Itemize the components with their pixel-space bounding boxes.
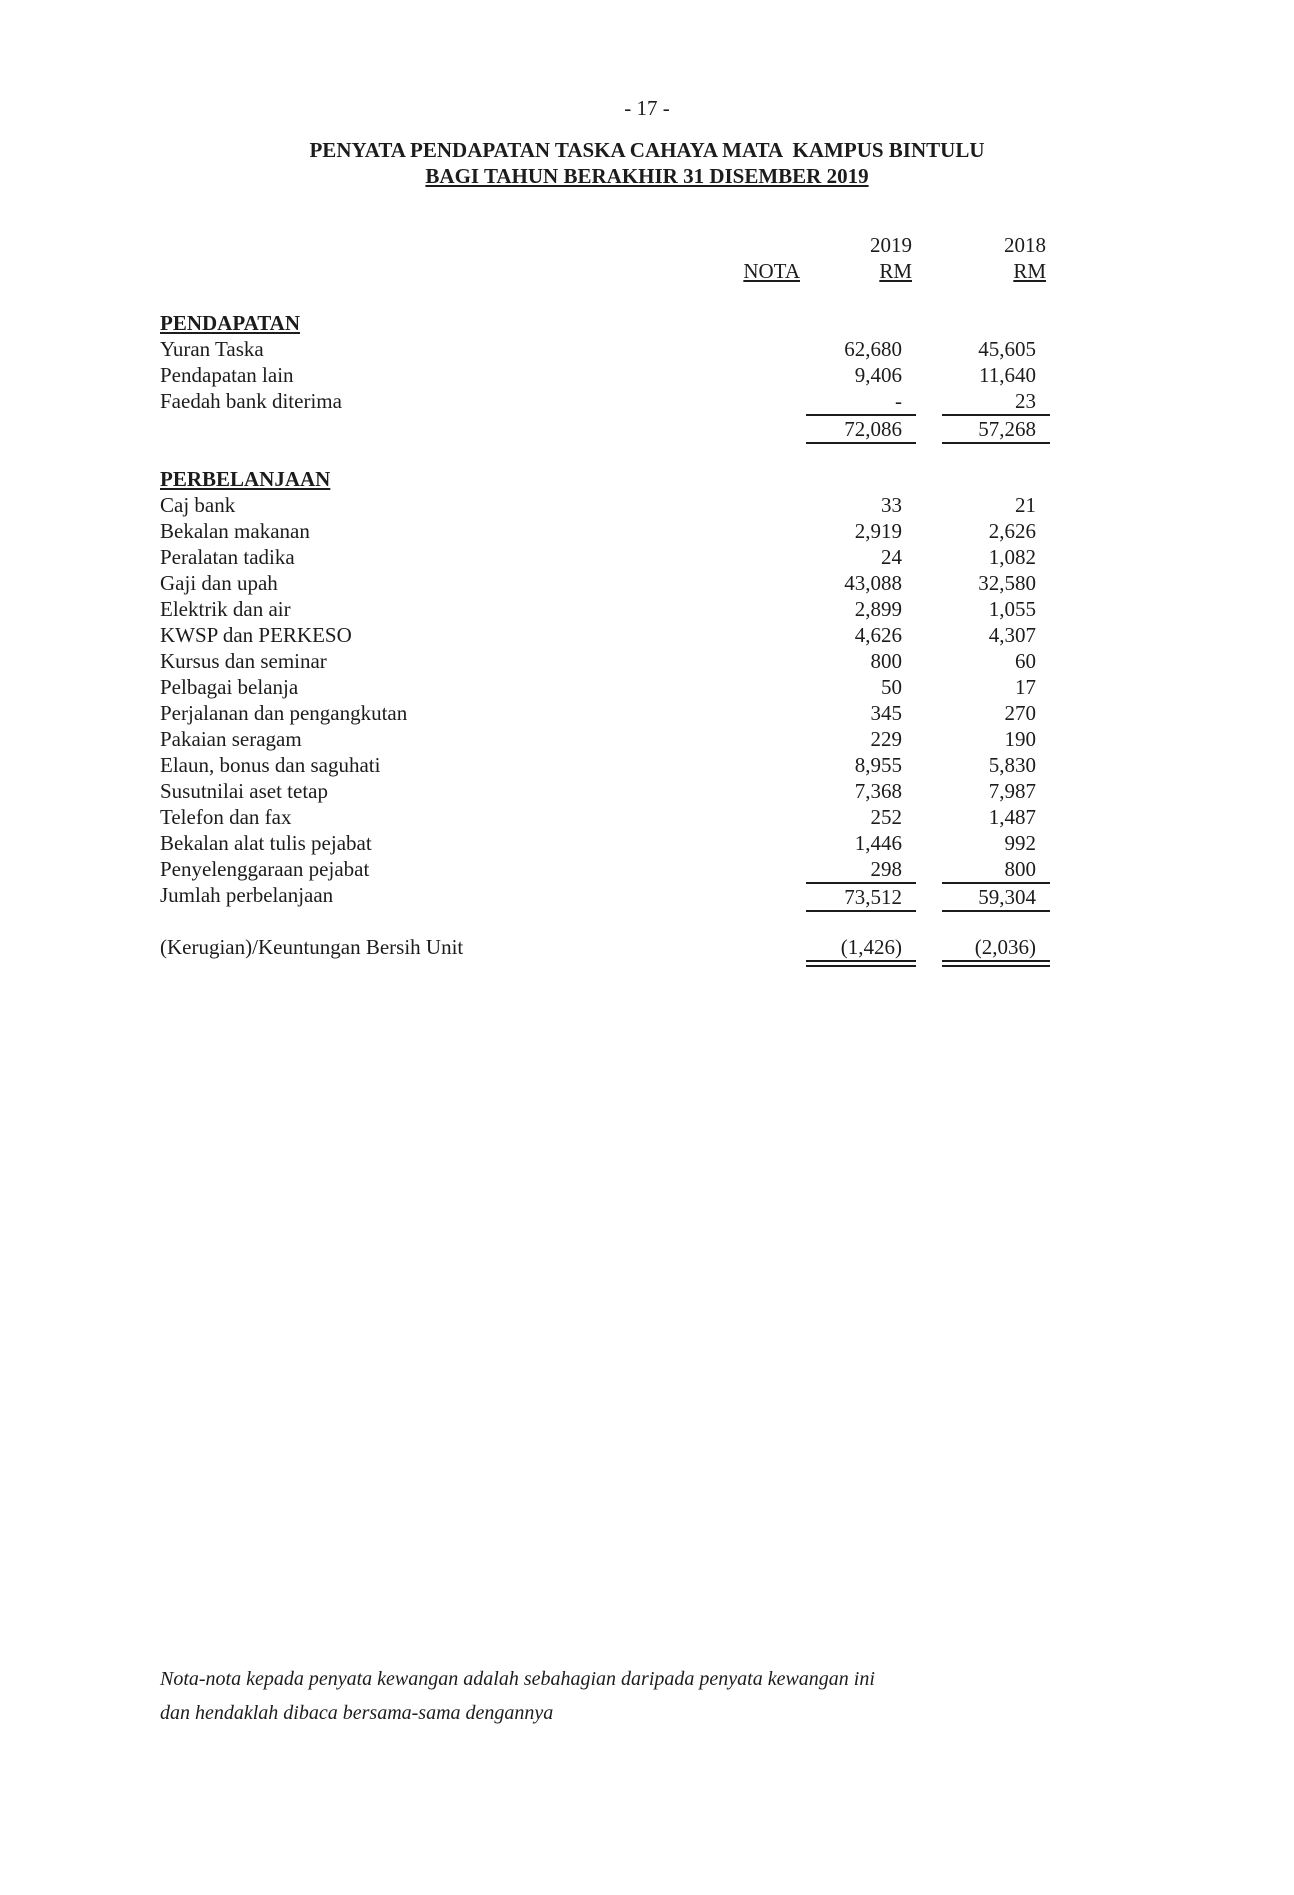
- income-total-row: [160, 414, 1050, 440]
- value-2018: 32,580: [978, 571, 1036, 595]
- value-2018: 21: [1015, 493, 1036, 517]
- value-2019: 2,899: [854, 597, 902, 621]
- value-2018: 7,987: [988, 779, 1036, 803]
- value-2019: 33: [881, 493, 902, 517]
- expenses-total-2018: 59,304: [942, 882, 1050, 912]
- value-2018: 17: [1015, 675, 1036, 699]
- expenses-total-label: Jumlah perbelanjaan: [160, 883, 334, 907]
- value-2019: -: [895, 389, 902, 413]
- value-2018: 1,487: [988, 805, 1036, 829]
- value-2018: 1,082: [988, 545, 1036, 569]
- table-row: [160, 570, 1050, 596]
- value-2018: 800: [1004, 857, 1036, 881]
- value-2019: 298: [870, 857, 902, 881]
- table-row: [160, 726, 1050, 752]
- value-2019: 24: [881, 545, 902, 569]
- column-header-rm-2019: RM: [879, 259, 912, 283]
- table-row: [160, 492, 1050, 518]
- row-label: Elektrik dan air: [160, 597, 291, 621]
- column-header-year-2019: 2019: [870, 233, 912, 257]
- page-number: - 17 -: [624, 96, 670, 120]
- column-header-rm-2018: RM: [1013, 259, 1046, 283]
- value-2019: 4,626: [854, 623, 902, 647]
- table-row: [160, 518, 1050, 544]
- net-result-2019: (1,426): [806, 934, 916, 967]
- net-result-row: [160, 934, 1050, 960]
- value-2019: 9,406: [854, 363, 902, 387]
- value-2018: 23: [1015, 389, 1036, 413]
- table-row: [160, 830, 1050, 856]
- value-2018: 60: [1015, 649, 1036, 673]
- table-row: [160, 388, 1050, 414]
- value-2019: 1,446: [854, 831, 902, 855]
- value-2019: 2,919: [854, 519, 902, 543]
- table-row: [160, 362, 1050, 388]
- column-header-year-2018: 2018: [1004, 233, 1046, 257]
- value-2019: 7,368: [854, 779, 902, 803]
- net-result-label: (Kerugian)/Keuntungan Bersih Unit: [160, 935, 464, 959]
- row-label: Susutnilai aset tetap: [160, 779, 328, 803]
- expenses-section-heading: PERBELANJAAN: [160, 467, 331, 491]
- table-row: [160, 752, 1050, 778]
- value-2018: 270: [1004, 701, 1036, 725]
- row-label: Gaji dan upah: [160, 571, 278, 595]
- value-2019: 229: [870, 727, 902, 751]
- value-2019: 345: [870, 701, 902, 725]
- net-result-2018: (2,036): [942, 934, 1050, 967]
- table-row: [160, 778, 1050, 804]
- row-label: Telefon dan fax: [160, 805, 292, 829]
- document-title-line2: BAGI TAHUN BERAKHIR 31 DISEMBER 2019: [425, 164, 869, 188]
- value-2019: 8,955: [854, 753, 902, 777]
- table-row: [160, 700, 1050, 726]
- table-row: [160, 674, 1050, 700]
- income-section-heading-row: [160, 310, 1050, 336]
- row-label: Elaun, bonus dan saguhati: [160, 753, 381, 777]
- document-title-line1: PENYATA PENDAPATAN TASKA CAHAYA MATA KAMPUS BINTULU: [309, 138, 985, 162]
- row-label: Yuran Taska: [160, 337, 264, 361]
- row-label: Faedah bank diterima: [160, 389, 342, 413]
- row-label: Caj bank: [160, 493, 236, 517]
- row-label: KWSP dan PERKESO: [160, 623, 352, 647]
- row-label: Penyelenggaraan pejabat: [160, 857, 370, 881]
- footer-note: [160, 1662, 1294, 1730]
- value-2019: 50: [881, 675, 902, 699]
- income-total-2018: 57,268: [942, 414, 1050, 444]
- income-statement-table: [160, 232, 1050, 960]
- table-row: [160, 336, 1050, 362]
- value-2019: 800: [870, 649, 902, 673]
- value-2018: 2,626: [988, 519, 1036, 543]
- row-label: Bekalan alat tulis pejabat: [160, 831, 372, 855]
- value-2019: 43,088: [844, 571, 902, 595]
- value-2018: 4,307: [988, 623, 1036, 647]
- row-label: Kursus dan seminar: [160, 649, 327, 673]
- income-section-heading: PENDAPATAN: [160, 311, 300, 335]
- expenses-total-2019: 73,512: [806, 882, 916, 912]
- column-header-nota: NOTA: [743, 259, 800, 283]
- row-label: Peralatan tadika: [160, 545, 295, 569]
- value-2018: 5,830: [988, 753, 1036, 777]
- expenses-total-row: [160, 882, 1050, 908]
- table-row: [160, 856, 1050, 882]
- footer-note-line2: dan hendaklah dibaca bersama-sama dengannya: [160, 1702, 554, 1724]
- income-total-2019: 72,086: [806, 414, 916, 444]
- row-label: Bekalan makanan: [160, 519, 310, 543]
- row-label: Pakaian seragam: [160, 727, 302, 751]
- value-2019: 62,680: [844, 337, 902, 361]
- value-2018: 45,605: [978, 337, 1036, 361]
- table-row: [160, 804, 1050, 830]
- table-row: [160, 622, 1050, 648]
- column-header-units-row: [160, 258, 1050, 284]
- table-row: [160, 544, 1050, 570]
- table-row: [160, 596, 1050, 622]
- footer-note-line1: Nota-nota kepada penyata kewangan adalah sebahagian daripada penyata kewangan ini: [160, 1668, 875, 1690]
- expenses-section-heading-row: [160, 466, 1050, 492]
- row-label: Perjalanan dan pengangkutan: [160, 701, 408, 725]
- row-label: Pelbagai belanja: [160, 675, 299, 699]
- value-2018: 190: [1004, 727, 1036, 751]
- document-title: [0, 137, 1294, 189]
- value-2018: 11,640: [979, 363, 1036, 387]
- value-2019: 252: [870, 805, 902, 829]
- value-2018: 1,055: [988, 597, 1036, 621]
- table-row: [160, 648, 1050, 674]
- value-2018: 992: [1004, 831, 1036, 855]
- column-header-years-row: [160, 232, 1050, 258]
- row-label: Pendapatan lain: [160, 363, 294, 387]
